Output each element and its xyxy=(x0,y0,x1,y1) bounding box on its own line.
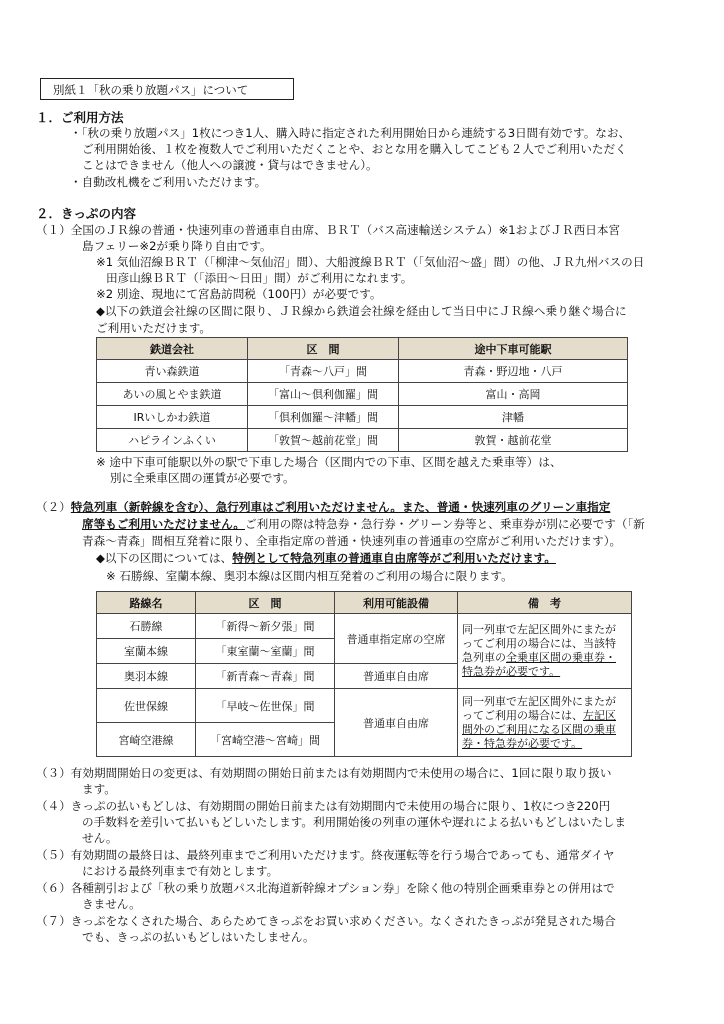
table-header: 鉄道会社 xyxy=(97,338,248,360)
table-header: 路線名 xyxy=(97,592,196,614)
table-header: 備 考 xyxy=(458,592,632,614)
table-header-row xyxy=(97,338,628,360)
table-row xyxy=(97,406,628,429)
table-cell: 津幡 xyxy=(399,406,628,429)
table-cell: 富山・高岡 xyxy=(399,383,628,406)
table-row xyxy=(97,614,632,639)
s1-bullet-1-line-1: ・「秋の乗り放題パス」1枚につき1人、購入時に指定された利用開始日から連続する3日間有効です。なお、 xyxy=(70,126,631,140)
item-1-line-1: （１）全国のＪＲ線の普通・快速列車の普通車自由席、ＢＲＴ（バス高速輸送システム）※1およびＪＲ西日本宮 xyxy=(36,223,621,237)
table-cell-note: 同一列車で左記区間外にまたが ってご利用の場合には、当該特 急列車の全乗車区間の乗車券・ 特急券が必要です。 xyxy=(458,614,632,689)
table-cell: あいの風とやま鉄道 xyxy=(97,383,248,406)
note-1-line-2: 田彦山線ＢＲＴ（「添田～日田」間）がご利用になれます。 xyxy=(106,271,413,285)
table-cell: 「新青森～青森」間 xyxy=(196,664,335,689)
table-header: 区 間 xyxy=(248,338,399,360)
special-section-table xyxy=(96,591,632,757)
table-cell-note: 同一列車で左記区間外にまたが ってご利用の場合には、左記区 間外のご利用になる区間の乗車 券・特急券が必要です。 xyxy=(458,689,632,757)
table-cell: 「敦賀～越前花堂」間 xyxy=(248,429,399,452)
table-cell: 「富山～倶利伽羅」間 xyxy=(248,383,399,406)
table-row xyxy=(97,360,628,383)
section-2-heading: ２．きっぷの内容 xyxy=(36,206,137,221)
table-1-note-line-2: 別に全乗車区間の運賃が必要です。 xyxy=(110,471,295,485)
table-cell: 「宮崎空港～宮崎」間 xyxy=(196,723,335,757)
section-1-heading: １．ご利用方法 xyxy=(36,110,124,125)
table-cell: 普通車自由席 xyxy=(335,689,458,757)
table-cell: 「新得～新夕張」間 xyxy=(196,614,335,639)
item-4-line-2: の手数料を差引いて払いもどしいたします。利用開始後の列車の運休や遅れによる払いもどしはいたしま xyxy=(82,815,626,829)
table-cell: 室蘭本線 xyxy=(97,639,196,664)
item-2-line-2: 席等もご利用いただけません。ご利用の際は特急券・急行券・グリーン券等と、乗車券が別に必要です（「新 xyxy=(82,517,645,531)
table-cell: 宮崎空港線 xyxy=(97,723,196,757)
table-cell: 敦賀・越前花堂 xyxy=(399,429,628,452)
table-cell: 普通車自由席 xyxy=(335,664,458,689)
note-2: ※2 別途、現地にて宮島訪問税（100円）が必要です。 xyxy=(96,287,382,301)
item-6-line-2: きません。 xyxy=(82,897,141,911)
item-5-line-2: における最終列車まで有効とします。 xyxy=(82,864,279,878)
item-7-line-1: （７）きっぷをなくされた場合、あらためてきっぷをお買い求めください。なくされたきっぷが発見された場合 xyxy=(36,914,616,928)
table-1-note-line-1: ※ 途中下車可能駅以外の駅で下車した場合（区間内での下車、区間を越えた乗車等）は、 xyxy=(96,455,562,469)
table-cell: ハピラインふくい xyxy=(97,429,248,452)
table-cell: 普通車指定席の空席 xyxy=(335,614,458,664)
table-header: 途中下車可能駅 xyxy=(399,338,628,360)
item-1-line-2: 島フェリー※2が乗り降り自由です。 xyxy=(82,239,272,253)
table-header-row xyxy=(97,592,632,614)
railway-company-table xyxy=(96,337,628,452)
table-row xyxy=(97,383,628,406)
item-4-line-3: せん。 xyxy=(82,831,118,845)
table-cell: IRいしかわ鉄道 xyxy=(97,406,248,429)
table-cell: 佐世保線 xyxy=(97,689,196,723)
table-cell: 「東室蘭～室蘭」間 xyxy=(196,639,335,664)
item-6-line-1: （６）各種割引および「秋の乗り放題パス北海道新幹線オプション券」を除く他の特別企画乗車券との併用はで xyxy=(36,881,615,895)
table-cell: 奥羽本線 xyxy=(97,664,196,689)
table-row xyxy=(97,429,628,452)
item-2-line-1: （２）特急列車（新幹線を含む）、急行列車はご利用いただけません。また、普通・快速列車のグリーン車指定 xyxy=(36,500,611,514)
diamond-1-line-1: ◆以下の鉄道会社線の区間に限り、ＪＲ線から鉄道会社線を経由して当日中にＪＲ線へ乗り継ぐ場合に xyxy=(96,304,627,318)
s1-bullet-1-line-2: ご利用開始後、１枚を複数人でご利用いただくことや、おとな用を購入してこども２人でご利用いただく xyxy=(82,142,627,156)
table-cell: 青森・野辺地・八戸 xyxy=(399,360,628,383)
note-3: ※ 石勝線、室蘭本線、奥羽本線は区間内相互発着のご利用の場合に限ります。 xyxy=(106,569,513,583)
diamond-2: ◆以下の区間については、特例として特急列車の普通車自由席等がご利用いただけます。 xyxy=(96,551,556,565)
table-cell: 「早岐～佐世保」間 xyxy=(196,689,335,723)
table-cell: 青い森鉄道 xyxy=(97,360,248,383)
table-cell: 石勝線 xyxy=(97,614,196,639)
diamond-1-line-2: ご利用いただけます。 xyxy=(96,321,212,335)
item-3-line-1: （３）有効期間開始日の変更は、有効期間の開始日前または有効期間内で未使用の場合に、1回に限り取り扱い xyxy=(36,766,612,780)
item-2-line-3: 青森～青森」間相互発着に限り、全車指定席の普通・快速列車の普通車の空席がご利用いただけます）。 xyxy=(82,534,622,548)
item-7-line-2: でも、きっぷの払いもどしはいたしません。 xyxy=(82,930,315,944)
table-header: 利用可能設備 xyxy=(335,592,458,614)
document-title: 別紙１「秋の乗り放題パス」について xyxy=(40,78,294,100)
s1-bullet-2: ・自動改札機をご利用いただけます。 xyxy=(70,175,267,189)
item-5-line-1: （５）有効期間の最終日は、最終列車までご利用いただけます。終夜運転等を行う場合であっても、通常ダイヤ xyxy=(36,848,615,862)
table-cell: 「青森～八戸」間 xyxy=(248,360,399,383)
item-4-line-1: （４）きっぷの払いもどしは、有効期間の開始日前または有効期間内で未使用の場合に限り、1枚につき220円 xyxy=(36,799,611,813)
table-cell: 「倶利伽羅～津幡」間 xyxy=(248,406,399,429)
item-3-line-2: ます。 xyxy=(82,782,116,796)
note-1-line-1: ※1 気仙沼線ＢＲＴ（「柳津～気仙沼」間）、大船渡線ＢＲＴ（「気仙沼～盛」間）の他、ＪＲ九州バスの日 xyxy=(96,255,645,269)
table-row xyxy=(97,689,632,723)
table-header: 区 間 xyxy=(196,592,335,614)
s1-bullet-1-line-3: ことはできません（他人への譲渡・貸与はできません）。 xyxy=(82,158,378,172)
